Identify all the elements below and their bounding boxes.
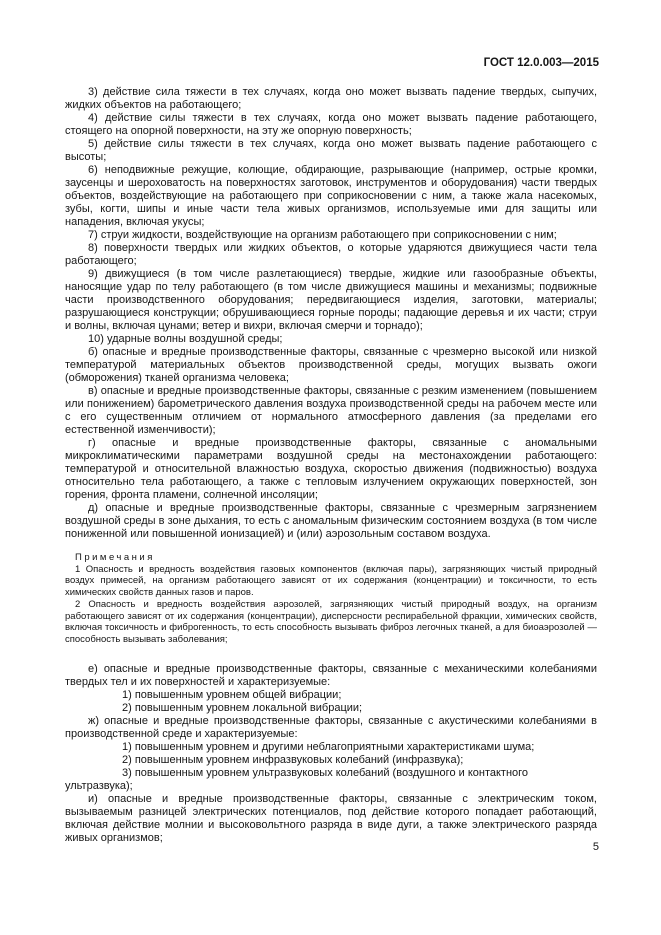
- list-item-9: 9) движущиеся (в том числе разлетающиеся) твердые, жидкие или газообразные объекты, наносящие удар по телу работающего (в том числе движущиеся машины и механизмы; подвижные части производственного оборудования; передвигающиеся изделия, заготовки, материалы; разрушающиеся конструкции; обрушивающиеся горные породы; падающие деревья и их части; струи и волны, включая цунами; ветер и вихри, включая смерчи и торнадо);: [65, 268, 597, 332]
- list-item-3: 3) действие сила тяжести в тех случаях, когда оно может вызвать падение твердых, сыпучих, жидких объектов на работающего;: [65, 86, 597, 111]
- notes-heading: Примечания: [75, 552, 155, 563]
- factors-continued-section: [65, 663, 597, 845]
- notes-section: [65, 552, 597, 646]
- factor-item-v: в) опасные и вредные производственные факторы, связанные с резким изменением (повышением или понижением) барометрического давления воздуха производственной среды на рабочем месте или с его существенным отличием от нормального атмосферного давления (за пределами его естественной изменчивости);: [65, 385, 597, 436]
- list-item-4: 4) действие силы тяжести в тех случаях, когда оно может вызвать падение работающего, стоящего на опорной поверхности, на эту же опорную поверхность;: [65, 112, 597, 137]
- factor-item-zh: ж) опасные и вредные производственные факторы, связанные с акустическими колебаниями в производственной среде и характеризуемые:: [65, 714, 597, 740]
- note-item-1: 1 Опасность и вредность воздействия газовых компонентов (включая пары), загрязняющих чистый природный воздух примесей, на организм работающего зависят от их содержания (концентрации) и токсичности, то есть химических свойств данных газов и паров.: [65, 563, 597, 599]
- factor-item-b: б) опасные и вредные производственные факторы, связанные с чрезмерно высокой или низкой температурой материальных объектов производственной среды, могущих вызвать ожоги (обморожения) тканей организма человека;: [65, 346, 597, 384]
- factor-item-d: д) опасные и вредные производственные факторы, связанные с чрезмерным загрязнением воздушной среды в зоне дыхания, то есть с аномальным физическим состоянием воздуха (в том числе пониженной или повышенной ионизацией) и (или) аэрозольным составом воздуха.: [65, 502, 597, 540]
- list-item-5: 5) действие силы тяжести в тех случаях, когда оно может вызвать падение работающего с высоты;: [65, 138, 597, 163]
- acoustic-sub-3: 3) повышенным уровнем ультразвуковых колебаний (воздушного и контактного ультразвука);: [65, 766, 529, 792]
- factor-item-e: е) опасные и вредные производственные факторы, связанные с механическими колебаниями твердых тел и их поверхностей и характеризуемые:: [65, 662, 597, 688]
- vibration-sub-1: 1) повышенным уровнем общей вибрации;: [122, 688, 342, 701]
- list-item-10: 10) ударные волны воздушной среды;: [88, 333, 283, 345]
- list-item-7: 7) струи жидкости, воздействующие на организм работающего при соприкосновении с ним;: [88, 229, 557, 241]
- factor-item-i: и) опасные и вредные производственные факторы, связанные с электрическим током, вызываемым разницей электрических потенциалов, под действие которого попадает работающий, включая действие молнии и высоковольтного разряда в виде дуги, а также электрического разряда живых организмов;: [65, 792, 597, 844]
- vibration-sub-2: 2) повышенным уровнем локальной вибрации;: [122, 701, 363, 714]
- note-item-2: 2 Опасность и вредность воздействия аэрозолей, загрязняющих чистый природный воздух, на организм работающего зависят от их содержания (концентрации), дисперсности респирабельной фракции, химических свойств, включая токсичность и фиброгенность, то есть способность вызывать фиброз легочных тканей, а для биоаэрозолей — способность вызывать заболевания;: [65, 598, 597, 645]
- document-header: ГОСТ 12.0.003—2015: [483, 57, 599, 69]
- page-number: 5: [592, 841, 599, 853]
- acoustic-sub-1: 1) повышенным уровнем и другими неблагоприятными характеристиками шума;: [122, 740, 535, 753]
- factor-item-g: г) опасные и вредные производственные факторы, связанные с аномальными микроклиматическими параметрами воздушной среды на местонахождении работающего: температурой и относительной влажностью воздуха, скоростью движения (подвижностью) воздуха относительно тела работающего, а также с тепловым излучением окружающих поверхностей, зон горения, фронта пламени, солнечной инсоляции;: [65, 437, 597, 501]
- acoustic-sub-2: 2) повышенным уровнем инфразвуковых колебаний (инфразвука);: [122, 753, 464, 766]
- list-item-8: 8) поверхности твердых или жидких объектов, о которые ударяются движущиеся части тела работающего;: [65, 242, 597, 267]
- document-body: [65, 86, 597, 845]
- list-item-6: 6) неподвижные режущие, колющие, обдирающие, разрывающие (например, острые кромки, заусенцы и шероховатость на поверхностях заготовок, инструментов и оборудования) части твердых объектов, воздействующие на работающего при соприкосновении с ним, а также жала насекомых, зубы, когти, шипы и иные части тела живых организмов, используемые ими для защиты или нападения, включая укусы;: [65, 164, 597, 228]
